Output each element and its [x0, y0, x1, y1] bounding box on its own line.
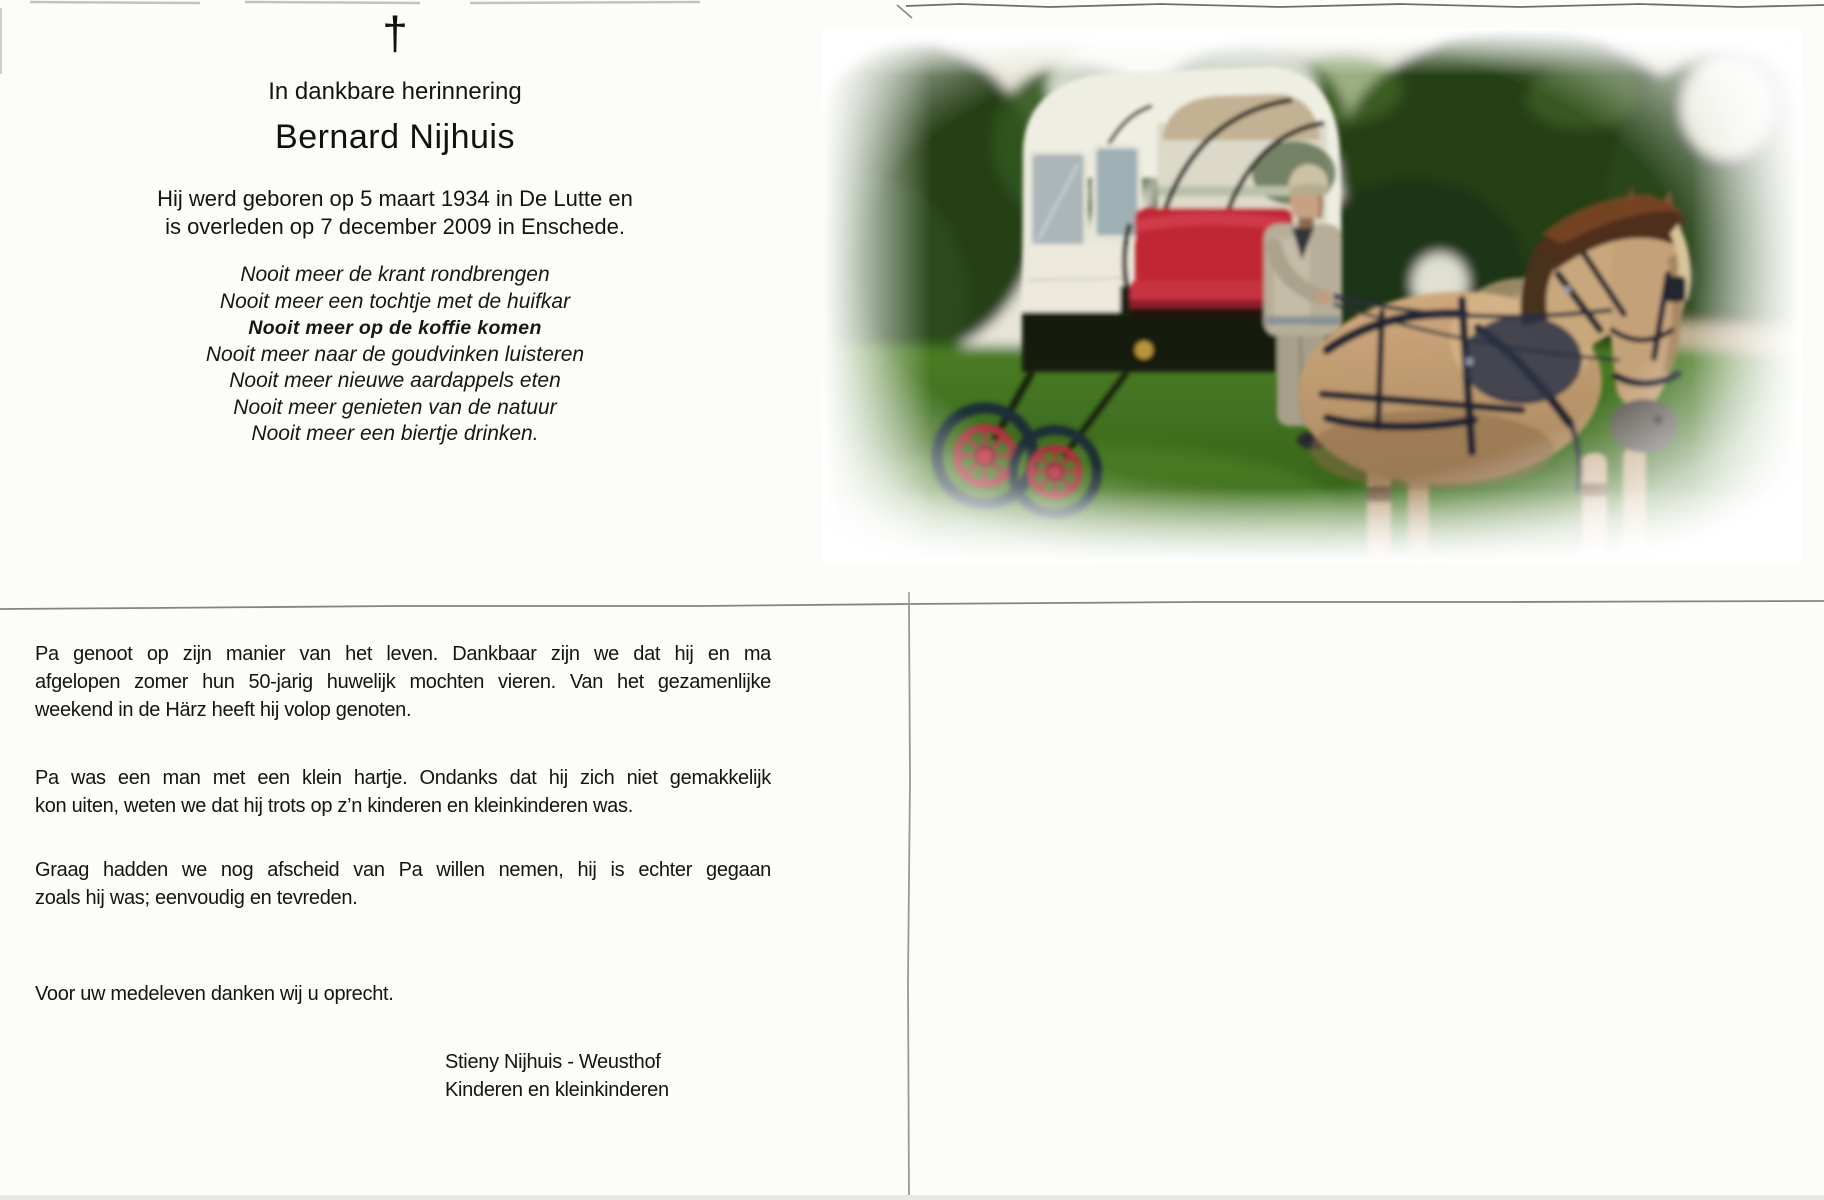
text-line: weekend in de Härz heeft hij volop genoten. [35, 699, 412, 721]
text-line: Pa was een man met een klein hartje. Ondanks dat hij zich niet gemakkelijk [35, 767, 771, 789]
birth-death-text [0, 185, 790, 241]
poem-line: Nooit meer genieten van de natuur [233, 395, 557, 419]
text-line: Voor uw medeleven danken wij u oprecht. [35, 983, 394, 1005]
text-line: Pa genoot op zijn manier van het leven. Dankbaar zijn we dat hij en ma [35, 643, 771, 665]
memorial-card-front [0, 0, 790, 520]
deceased-name: Bernard Nijhuis [275, 118, 515, 156]
poem-line: Nooit meer op de koffie komen [248, 317, 542, 339]
poem-line: Nooit meer naar de goudvinken luisteren [205, 342, 585, 366]
memorial-card-inside [35, 640, 771, 1104]
memorial-poem [0, 262, 790, 448]
paragraph [35, 856, 771, 912]
text-line: kon uiten, weten we dat hij trots op z’n kinderen en kleinkinderen was. [35, 795, 633, 817]
poem-line: Nooit meer nieuwe aardappels eten [229, 369, 561, 392]
text-line: Graag hadden we nog afscheid van Pa willen nemen, hij is echter gegaan [35, 859, 771, 881]
signature-block [445, 1048, 771, 1104]
thanks-text [35, 980, 771, 1008]
poem-line: Nooit meer de krant rondbrengen [240, 263, 550, 286]
poem-line: Nooit meer een biertje drinken. [251, 422, 539, 445]
cross-icon: † [382, 7, 408, 59]
signature-name: Stieny Nijhuis - Weusthof [445, 1051, 661, 1073]
text-line: zoals hij was; eenvoudig en tevreden. [35, 887, 358, 909]
memorial-subtitle: In dankbare herinnering [268, 78, 522, 105]
memorial-photo [822, 28, 1802, 563]
photo-vignette [822, 28, 1802, 563]
poem-line: Nooit meer een tochtje met de huifkar [219, 289, 571, 313]
paragraph [35, 640, 771, 724]
text-line: afgelopen zomer hun 50-jarig huwelijk mochten vieren. Van het gezamenlijke [35, 671, 771, 693]
birth-line: Hij werd geboren op 5 maart 1934 in De Lutte en [157, 186, 633, 211]
paragraph [35, 764, 771, 820]
signature-family: Kinderen en kleinkinderen [445, 1079, 669, 1101]
death-line: is overleden op 7 december 2009 in Enschede. [165, 214, 625, 239]
